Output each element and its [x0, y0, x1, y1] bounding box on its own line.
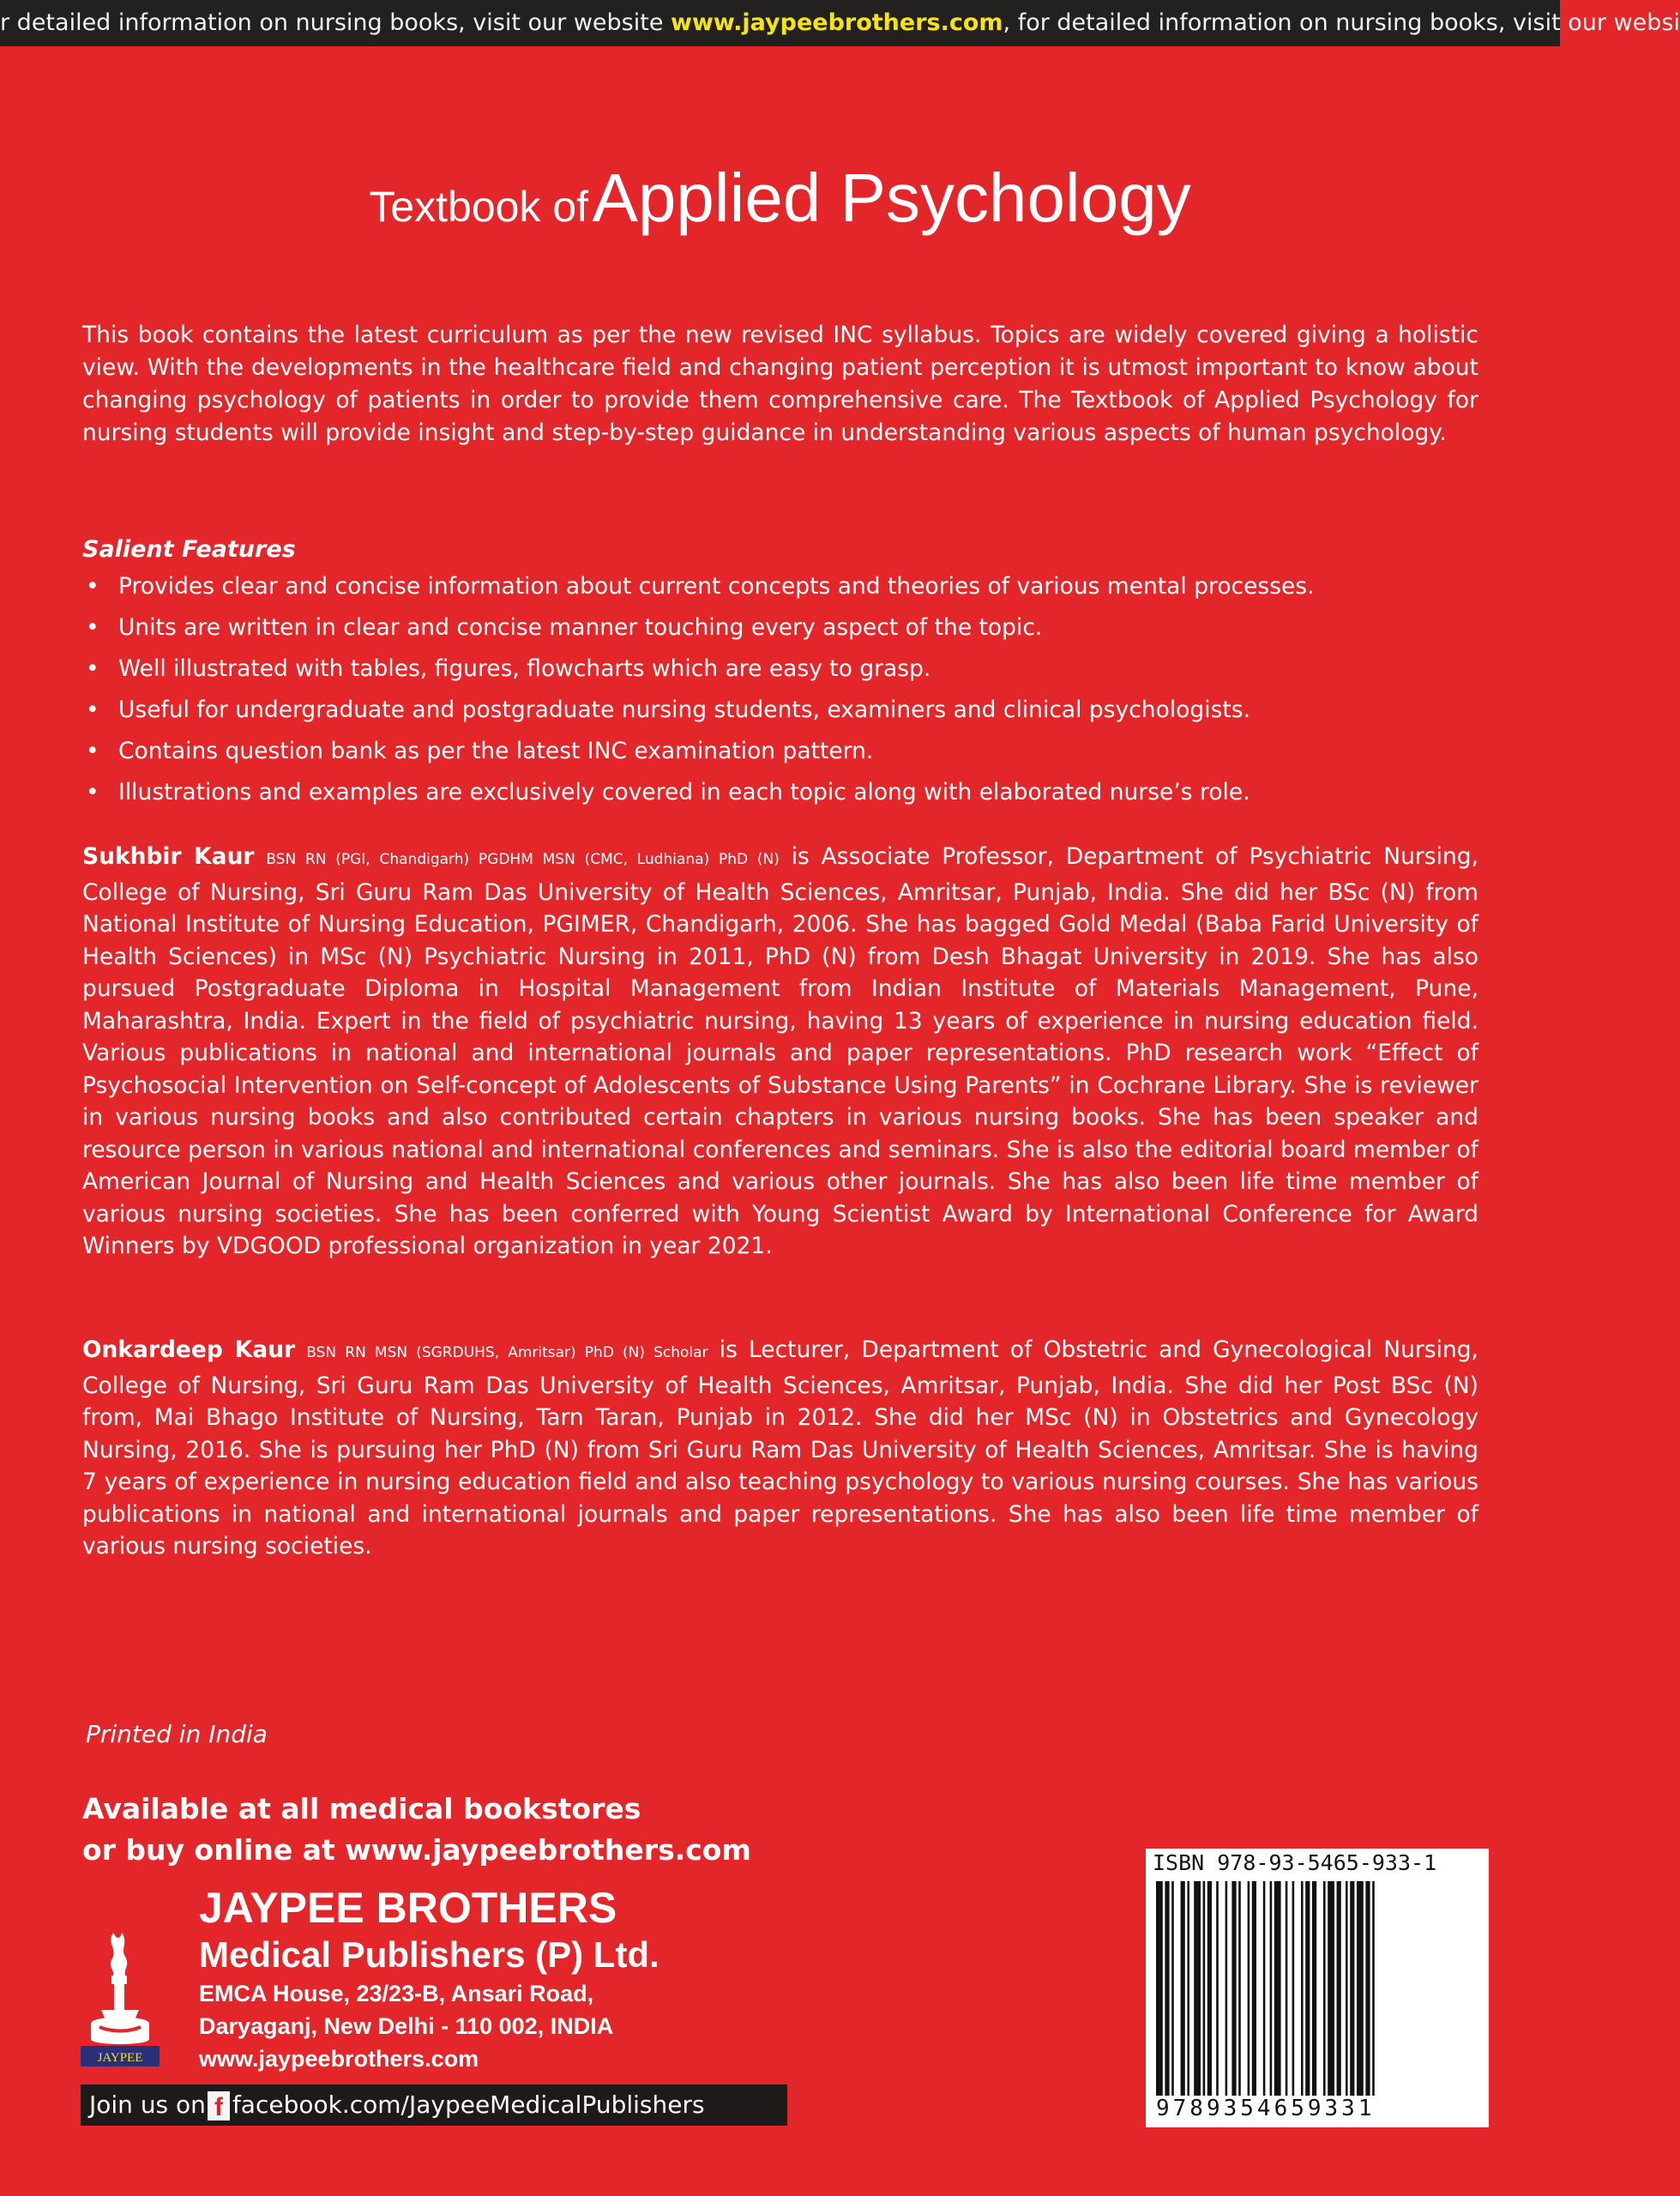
barcode-bar: [1231, 1881, 1236, 2106]
feature-item: • Illustrations and examples are exclusively covered in each topic along with elaborated nurse’s role.: [82, 772, 1480, 813]
barcode-bars: [1156, 1881, 1478, 2106]
availability-text: [82, 1789, 751, 1871]
barcode-bar: [1301, 1881, 1304, 2106]
barcode-bar: [1252, 1881, 1256, 2106]
barcode-bar: [1274, 1881, 1281, 2106]
banner-url-link[interactable]: www.jaypeebrothers.com: [671, 9, 1003, 36]
barcode-bar: [1286, 1881, 1288, 2106]
barcode-bar: [1263, 1881, 1266, 2106]
banner-text-end: , for detailed information on nursing books, visit our websi: [1003, 9, 1680, 36]
author-name: Sukhbir Kaur: [82, 843, 255, 870]
barcode-bar: [1292, 1881, 1295, 2106]
book-title: [0, 159, 1560, 238]
author-bio: [82, 1334, 1478, 1563]
barcode-bar: [1187, 1881, 1189, 2106]
barcode-bar: [1357, 1881, 1364, 2106]
barcode-bar: [1225, 1881, 1228, 2106]
publisher-name: JAYPEE BROTHERS: [199, 1884, 617, 1932]
barcode-bar: [1248, 1881, 1250, 2106]
barcode-bar: [1207, 1881, 1212, 2106]
title-prefix: Textbook of: [369, 183, 589, 231]
facebook-icon: f: [208, 2091, 230, 2121]
facebook-link[interactable]: facebook.com/JaypeeMedicalPublishers: [232, 2090, 705, 2119]
barcode-bar: [1194, 1881, 1201, 2106]
logo-label: JAYPEE: [97, 2051, 143, 2065]
top-banner: [0, 0, 1680, 46]
barcode-bar: [1216, 1881, 1219, 2106]
barcode-bar: [1365, 1881, 1370, 2106]
features-list: [82, 566, 1480, 813]
author-bio: [82, 841, 1478, 1263]
publisher-subname: Medical Publishers (P) Ltd.: [199, 1934, 659, 1975]
feature-item: • Useful for undergraduate and postgraduate nursing students, examiners and clinical psychologists.: [82, 690, 1480, 731]
social-bar: [81, 2084, 787, 2126]
social-prefix: Join us on: [89, 2090, 206, 2119]
barcode: [1146, 1849, 1489, 2127]
barcode-bar: [1305, 1881, 1310, 2106]
barcode-bar: [1238, 1881, 1241, 2106]
barcode-bar: [1156, 1881, 1163, 2106]
barcode-bar: [1350, 1881, 1354, 2106]
availability-line: Available at all medical bookstores: [82, 1792, 641, 1825]
barcode-digits: 9789354659331: [1156, 2096, 1376, 2121]
author-bio-text: is Associate Professor, Department of Psychiatric Nursing, College of Nursing, Sri Guru Ram Das University of Health Sciences, Amritsar, Punjab, India. She did her BSc (N) from National Institute of Nursing Education, PGIMER, Chandigarh, 2006. She has bagged Gold Medal (Baba Farid University of Health Sciences) in MSc (N) Psychiatric Nursing in 2011, PhD (N) from Desh Bhagat University in 2019. She has also pursued Postgraduate Diploma in Hospital Management from Indian Institute of Materials Management, Pune, Maharashtra, India. Expert in the field of psychiatric nursing, having 13 years of experience in nursing education field. Various publications in national and international journals and paper representations. PhD research work “Effect of Psychosocial Intervention on Self-concept of Adolescents of Substance Using Parents” in Cochrane Library. She is reviewer in various nursing books and also contributed certain chapters in various nursing books. She has been speaker and resource person in various national and international conferences and seminars. She is also the editorial board member of American Journal of Nursing and Health Sciences and various other journals. She has also been life time member of various nursing societies. She has been conferred with Young Scientist Award by International Conference for Award Winners by VDGOOD professional organization in year 2021.: [82, 843, 1479, 1259]
publisher-address: Daryaganj, New Delhi - 110 002, INDIA: [199, 2013, 614, 2039]
barcode-bar: [1372, 1881, 1375, 2106]
barcode-bar: [1312, 1881, 1316, 2106]
publisher-website-link[interactable]: www.jaypeebrothers.com: [199, 2046, 479, 2072]
intro-paragraph: This book contains the latest curriculum as per the new revised INC syllabus. Topics are widely covered giving a holistic view. With the developments in the healthcare field and changing patient perception it is utmost important to know about changing psychology of patients in order to provide them comprehensive care. The Textbook of Applied Psychology for nursing students will provide insight and step-by-step guidance in understanding various aspects of human psychology.: [82, 322, 1478, 446]
barcode-bar: [1328, 1881, 1334, 2106]
feature-item: • Units are written in clear and concise manner touching every aspect of the topic.: [82, 607, 1480, 649]
author-credentials: BSN RN MSN (SGRDUHS, Amritsar) PhD (N) Scholar: [306, 1344, 708, 1361]
barcode-bar: [1171, 1881, 1174, 2106]
printed-in-label: Printed in India: [86, 1720, 268, 1748]
features-heading: Salient Features: [82, 536, 296, 563]
feature-item: • Contains question bank as per the latest INC examination pattern.: [82, 731, 1480, 772]
barcode-bar: [1181, 1881, 1185, 2106]
availability-line: or buy online at www.jaypeebrothers.com: [82, 1833, 751, 1867]
barcode-bar: [1165, 1881, 1169, 2106]
barcode-bar: [1346, 1881, 1348, 2106]
publisher-address: EMCA House, 23/23-B, Ansari Road,: [199, 1981, 594, 2006]
feature-item: • Provides clear and concise information about current concepts and theories of various mental processes.: [82, 566, 1480, 607]
author-name: Onkardeep Kaur: [82, 1336, 296, 1363]
barcode-bar: [1270, 1881, 1273, 2106]
publisher-info: [199, 1883, 659, 2075]
author-credentials: BSN RN (PGI, Chandigarh) PGDHM MSN (CMC, Ludhiana) PhD (N): [266, 851, 780, 868]
title-main: Applied Psychology: [592, 160, 1191, 236]
feature-item: • Well illustrated with tables, figures, flowcharts which are easy to grasp.: [82, 649, 1480, 690]
author-bio-text: is Lecturer, Department of Obstetric and Gynecological Nursing, College of Nursing, Sri Guru Ram Das University of Health Sciences, Amritsar, Punjab, India. She did her Post BSc (N) from, Mai Bhago Institute of Nursing, Tarn Taran, Punjab in 2012. She did her MSc (N) in Obstetrics and Gynecology Nursing, 2016. She is pursuing her PhD (N) from Sri Guru Ram Das University of Health Sciences, Amritsar. She is having 7 years of experience in nursing education field and also teaching psychology to various nursing courses. She has various publications in national and international journals and paper representations. She has also been life time member of various nursing societies.: [82, 1336, 1478, 1560]
isbn-label: ISBN 978-93-5465-933-1: [1153, 1850, 1437, 1875]
barcode-bar: [1337, 1881, 1341, 2106]
banner-text-start: r detailed information on nursing books, visit our website: [0, 9, 671, 36]
barcode-bar: [1203, 1881, 1206, 2106]
barcode-bar: [1323, 1881, 1326, 2106]
publisher-logo-icon: [69, 1926, 172, 2072]
